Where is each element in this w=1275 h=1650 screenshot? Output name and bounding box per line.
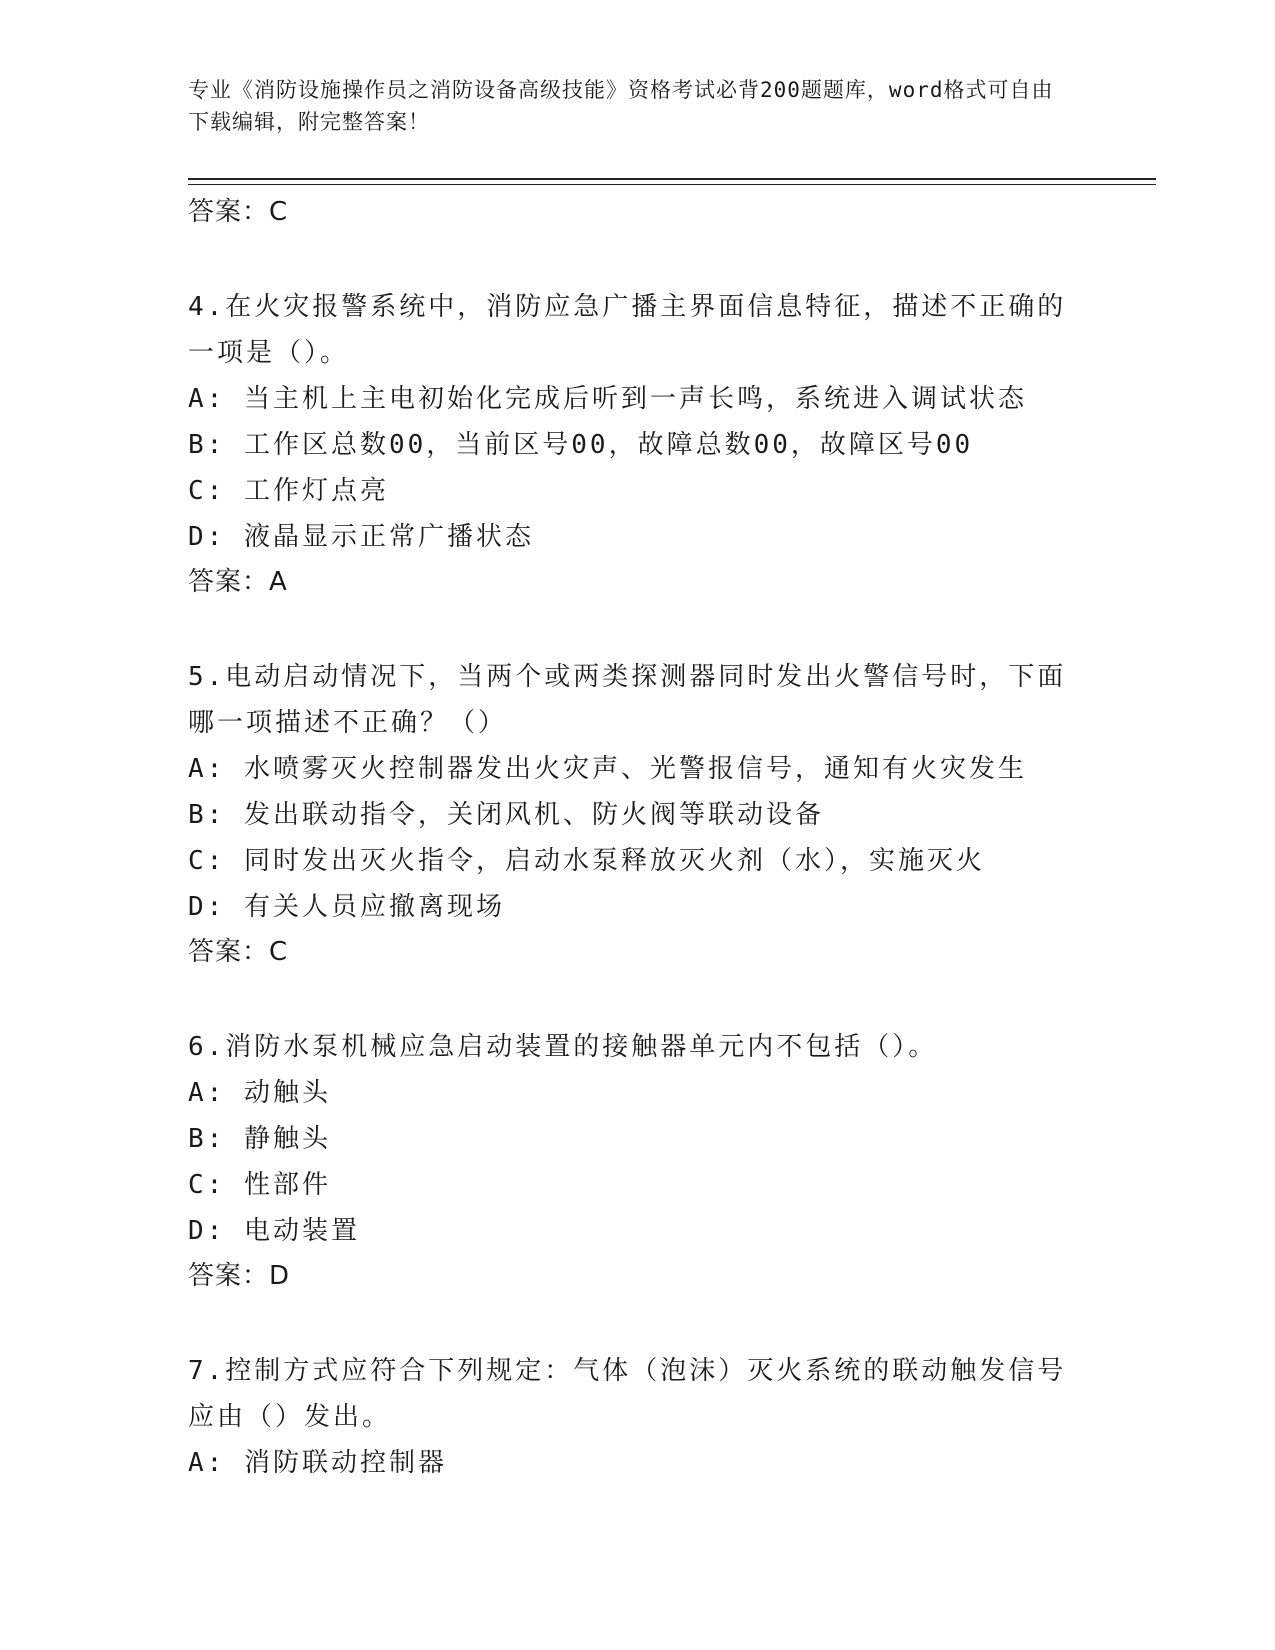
question-block [188,654,1068,974]
document-body [188,190,1068,1486]
question-stem: 5.电动启动情况下，当两个或两类探测器同时发出火警信号时，下面哪一项描述不正确？（） [188,662,1067,738]
answer-value: C [269,197,289,227]
option-c: C: 同时发出灭火指令，启动水泵释放灭火剂（水），实施灭火 [188,846,985,876]
option-c: C: 性部件 [188,1170,331,1200]
option-c: C: 工作灯点亮 [188,476,389,506]
option-a: A: 消防联动控制器 [188,1448,447,1478]
option-d: D: 电动装置 [188,1216,360,1246]
question-block [188,1348,1068,1486]
option-a: A: 水喷雾灭火控制器发出火灾声、光警报信号，通知有火灾发生 [188,754,1027,784]
question-stem: 7.控制方式应符合下列规定：气体（泡沫）灭火系统的联动触发信号应由（）发出。 [188,1356,1067,1432]
option-b: B: 静触头 [188,1124,331,1154]
option-a: A: 当主机上主电初始化完成后听到一声长鸣，系统进入调试状态 [188,384,1027,414]
question-block [188,284,1068,604]
question-stem: 4.在火灾报警系统中，消防应急广播主界面信息特征，描述不正确的一项是（）。 [188,292,1067,368]
answer-value: D [269,1261,291,1291]
spacer [188,604,1068,654]
option-d: D: 有关人员应撤离现场 [188,892,505,922]
answer-label: 答案： [188,1261,270,1291]
answer-label: 答案： [188,937,270,967]
answer-line [188,560,1068,604]
spacer [188,234,1068,284]
answer-line [188,1254,1068,1298]
answer-value: A [269,567,288,597]
answer-label: 答案： [188,567,270,597]
option-b: B: 发出联动指令，关闭风机、防火阀等联动设备 [188,800,824,830]
question-block [188,1024,1068,1298]
spacer [188,1298,1068,1348]
answer-line [188,930,1068,974]
option-d: D: 液晶显示正常广播状态 [188,522,534,552]
header-divider-thin [188,184,1156,185]
header-divider-thick [188,178,1156,180]
option-b: B: 工作区总数00，当前区号00，故障总数00，故障区号00 [188,430,974,460]
answer-line [188,190,1068,234]
answer-label: 答案： [188,197,270,227]
answer-value: C [269,937,289,967]
document-header: 专业《消防设施操作员之消防设备高级技能》资格考试必背200题题库，word格式可自由下载编辑，附完整答案！ [188,78,1054,134]
spacer [188,974,1068,1024]
option-a: A: 动触头 [188,1078,331,1108]
question-stem: 6.消防水泵机械应急启动装置的接触器单元内不包括（）。 [188,1032,938,1062]
